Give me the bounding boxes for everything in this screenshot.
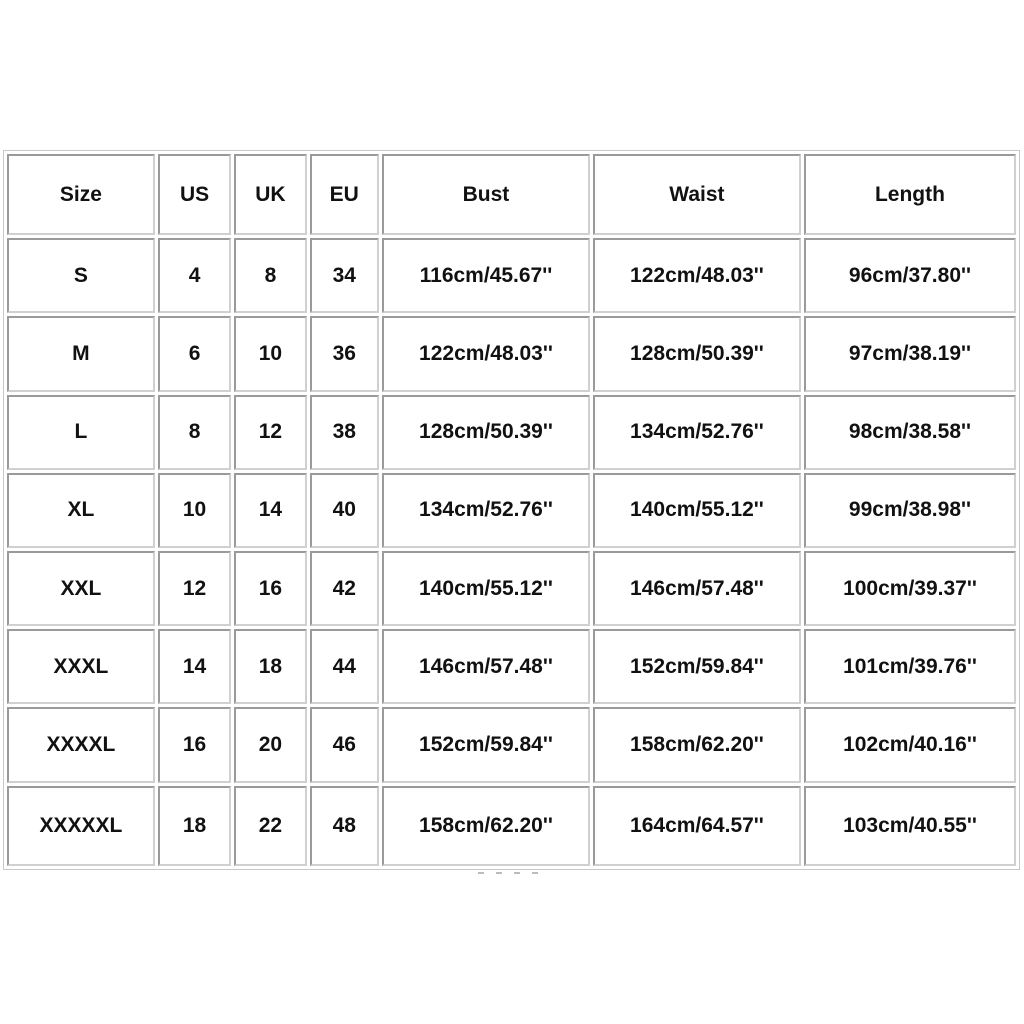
cell-us: 14 xyxy=(158,629,231,704)
cell-eu: 48 xyxy=(310,786,379,866)
table-row xyxy=(7,629,1016,704)
cell-waist: 134cm/52.76'' xyxy=(593,395,801,470)
cell-size: XXXXXL xyxy=(7,786,155,866)
table-row xyxy=(7,473,1016,548)
cell-waist: 152cm/59.84'' xyxy=(593,629,801,704)
cell-size: XXXXL xyxy=(7,707,155,782)
cell-eu: 34 xyxy=(310,238,379,313)
cell-waist: 122cm/48.03'' xyxy=(593,238,801,313)
cell-length: 101cm/39.76'' xyxy=(804,629,1016,704)
header-bust: Bust xyxy=(382,154,590,235)
cell-bust: 128cm/50.39'' xyxy=(382,395,590,470)
cell-us: 12 xyxy=(158,551,231,626)
cell-size: XXXL xyxy=(7,629,155,704)
cell-length: 96cm/37.80'' xyxy=(804,238,1016,313)
size-chart xyxy=(3,150,1020,870)
cell-bust: 146cm/57.48'' xyxy=(382,629,590,704)
size-chart-table xyxy=(4,151,1019,869)
cell-eu: 40 xyxy=(310,473,379,548)
cell-uk: 8 xyxy=(234,238,306,313)
table-row xyxy=(7,786,1016,866)
header-size: Size xyxy=(7,154,155,235)
cell-length: 98cm/38.58'' xyxy=(804,395,1016,470)
cell-uk: 12 xyxy=(234,395,306,470)
cell-length: 100cm/39.37'' xyxy=(804,551,1016,626)
cell-length: 103cm/40.55'' xyxy=(804,786,1016,866)
cell-waist: 146cm/57.48'' xyxy=(593,551,801,626)
cell-waist: 128cm/50.39'' xyxy=(593,316,801,391)
cell-bust: 158cm/62.20'' xyxy=(382,786,590,866)
cell-size: S xyxy=(7,238,155,313)
header-eu: EU xyxy=(310,154,379,235)
cell-bust: 134cm/52.76'' xyxy=(382,473,590,548)
cell-uk: 20 xyxy=(234,707,306,782)
header-length: Length xyxy=(804,154,1016,235)
header-waist: Waist xyxy=(593,154,801,235)
cell-length: 97cm/38.19'' xyxy=(804,316,1016,391)
table-row xyxy=(7,238,1016,313)
table-row xyxy=(7,551,1016,626)
cell-us: 4 xyxy=(158,238,231,313)
cell-uk: 22 xyxy=(234,786,306,866)
cell-length: 102cm/40.16'' xyxy=(804,707,1016,782)
cell-us: 6 xyxy=(158,316,231,391)
header-uk: UK xyxy=(234,154,306,235)
cell-eu: 36 xyxy=(310,316,379,391)
cell-bust: 116cm/45.67'' xyxy=(382,238,590,313)
header-us: US xyxy=(158,154,231,235)
table-row xyxy=(7,707,1016,782)
cell-size: XL xyxy=(7,473,155,548)
cell-size: XXL xyxy=(7,551,155,626)
cell-eu: 42 xyxy=(310,551,379,626)
cell-uk: 16 xyxy=(234,551,306,626)
cell-length: 99cm/38.98'' xyxy=(804,473,1016,548)
cell-uk: 10 xyxy=(234,316,306,391)
cell-waist: 140cm/55.12'' xyxy=(593,473,801,548)
cell-us: 16 xyxy=(158,707,231,782)
cell-bust: 140cm/55.12'' xyxy=(382,551,590,626)
cell-us: 10 xyxy=(158,473,231,548)
cell-eu: 46 xyxy=(310,707,379,782)
cell-uk: 18 xyxy=(234,629,306,704)
cell-size: L xyxy=(7,395,155,470)
table-row xyxy=(7,316,1016,391)
cell-uk: 14 xyxy=(234,473,306,548)
cell-waist: 164cm/64.57'' xyxy=(593,786,801,866)
cell-eu: 44 xyxy=(310,629,379,704)
cell-us: 8 xyxy=(158,395,231,470)
cell-size: M xyxy=(7,316,155,391)
cell-waist: 158cm/62.20'' xyxy=(593,707,801,782)
table-row xyxy=(7,395,1016,470)
cell-bust: 122cm/48.03'' xyxy=(382,316,590,391)
table-header-row xyxy=(7,154,1016,235)
cell-eu: 38 xyxy=(310,395,379,470)
cell-bust: 152cm/59.84'' xyxy=(382,707,590,782)
cell-us: 18 xyxy=(158,786,231,866)
scan-artifact xyxy=(478,872,538,874)
